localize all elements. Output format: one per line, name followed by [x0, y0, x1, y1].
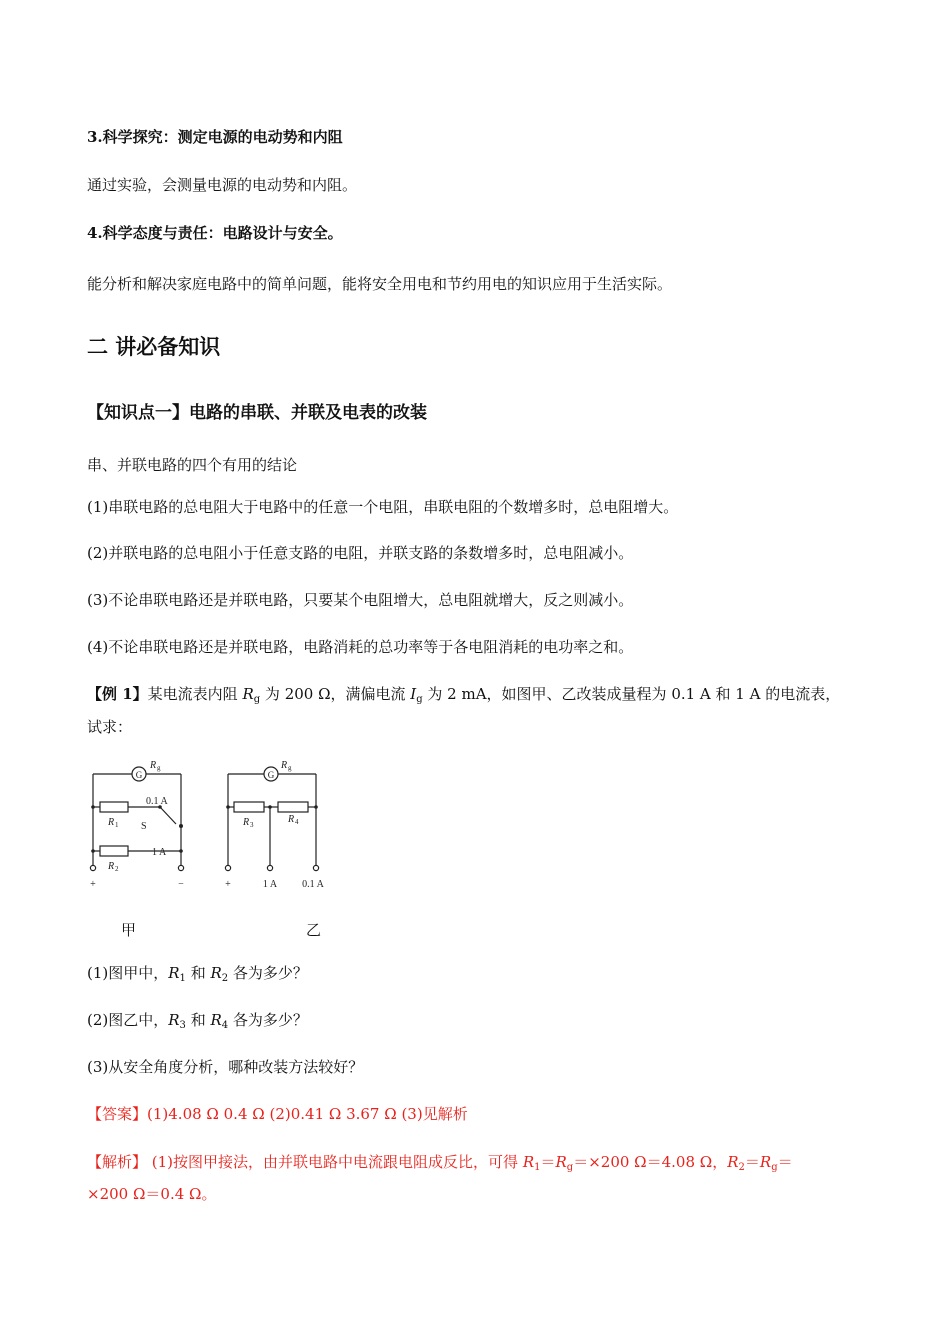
conclusion-item-3: (3)不论串联电路还是并联电路，只要某个电阻增大，总电阻就增大，反之则减小。 — [87, 591, 634, 609]
analysis-label: 【解析】 — [87, 1153, 148, 1171]
analysis: 【解析】 (1)按图甲接法，由并联电路中电流跟电阻成反比，可得 $R_1=R_g=\times 200$ Ω＝4.08 Ω，$R_2=R_g=$ — [87, 1153, 793, 1173]
figure-b-label: 乙 — [306, 921, 322, 939]
conclusion-item-1: (1)串联电路的总电阻大于电路中的任意一个电阻，串联电阻的个数增多时，总电阻增大。 — [87, 498, 679, 516]
svg-text:−: − — [178, 879, 184, 890]
question-2: (2)图乙中，$R_3$ 和 $R_4$ 各为多少？ — [87, 1011, 308, 1031]
svg-text:G: G — [135, 770, 143, 780]
part-2-heading: 二 讲必备知识 — [87, 334, 221, 359]
svg-text:2: 2 — [115, 865, 119, 873]
answer-label: 【答案】 — [87, 1105, 148, 1123]
svg-text:R: R — [108, 817, 115, 828]
section-4-title: 4.科学态度与责任：电路设计与安全。 — [87, 224, 343, 242]
svg-text:R: R — [150, 760, 157, 771]
knowledge-point-title: 【知识点一】电路的串联、并联及电表的改装 — [87, 403, 427, 423]
conclusion-item-2: (2)并联电路的总电阻小于任意支路的电阻，并联支路的条数增多时，总电阻减小。 — [87, 544, 634, 562]
example-1-tag: 【例 1】 — [87, 685, 148, 703]
section-4-body: 能分析和解决家庭电路中的简单问题，能将安全用电和节约用电的知识应用于生活实际。 — [87, 275, 673, 293]
svg-text:3: 3 — [250, 821, 254, 829]
svg-text:0.1 A: 0.1 A — [146, 796, 168, 807]
section-3-title: 3.科学探究：测定电源的电动势和内阻 — [87, 128, 343, 146]
svg-text:R: R — [281, 760, 288, 771]
svg-text:+: + — [90, 879, 96, 890]
svg-text:G: G — [267, 770, 275, 780]
figure-a-label: 甲 — [121, 921, 137, 939]
question-3: (3)从安全角度分析，哪种改装方法较好？ — [87, 1058, 364, 1076]
svg-text:R: R — [108, 861, 115, 872]
answer — [87, 1103, 468, 1125]
answer-text: (1)4.08 Ω 0.4 Ω (2)0.41 Ω 3.67 Ω (3)见解析 — [147, 1105, 468, 1123]
svg-text:0.1 A: 0.1 A — [302, 879, 324, 890]
knowledge-point-intro: 串、并联电路的四个有用的结论 — [87, 456, 298, 474]
example-1-statement-line2: 试求： — [87, 718, 133, 736]
svg-text:4: 4 — [295, 818, 299, 826]
svg-text:1 A: 1 A — [152, 847, 167, 858]
svg-text:+: + — [225, 879, 231, 890]
svg-text:R: R — [288, 814, 295, 825]
example-1-statement: 【例 1】某电流表内阻 $R_g$ 为 200 Ω，满偏电流 $I_g$ 为 2 mA，如图甲、乙改装成量程为 0.1 A 和 1 A 的电流表， — [87, 685, 841, 705]
svg-text:R: R — [243, 817, 250, 828]
analysis-line2: ×200 Ω＝0.4 Ω。 — [87, 1185, 217, 1203]
conclusion-item-4: (4)不论串联电路还是并联电路，电路消耗的总功率等于各电阻消耗的电功率之和。 — [87, 638, 634, 656]
svg-text:1: 1 — [115, 821, 119, 829]
circuit-diagrams — [80, 752, 350, 897]
section-3-body: 通过实验，会测量电源的电动势和内阻。 — [87, 176, 358, 194]
question-1: (1)图甲中，$R_1$ 和 $R_2$ 各为多少？ — [87, 964, 308, 984]
svg-text:g: g — [157, 764, 161, 772]
svg-text:S: S — [141, 821, 147, 832]
svg-text:g: g — [288, 764, 292, 772]
svg-text:1 A: 1 A — [262, 879, 278, 890]
